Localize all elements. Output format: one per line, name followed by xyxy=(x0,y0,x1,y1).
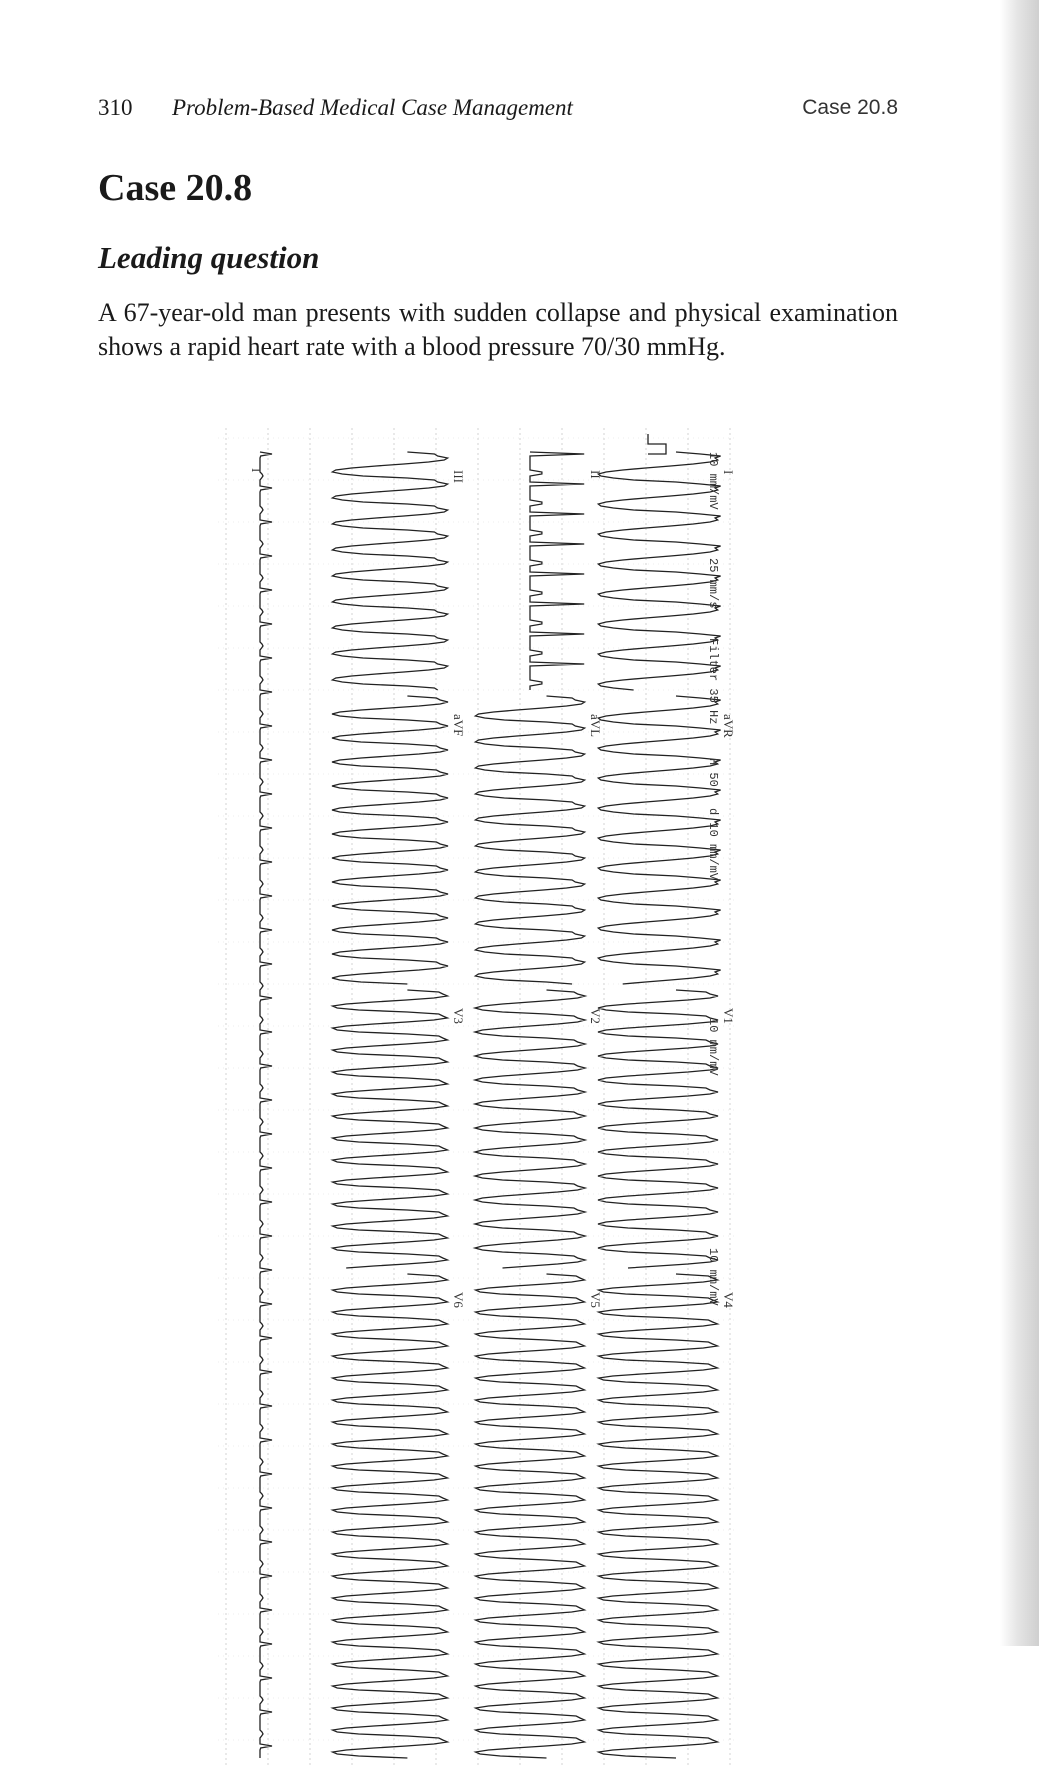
section-heading: Leading question xyxy=(98,240,320,275)
case-paragraph: A 67-year-old man presents with sudden collapse and physical examination shows a rapid heart rate with a blood pressure 70/30 mmHg. xyxy=(98,298,898,361)
ecg-trace-ii xyxy=(530,452,584,690)
setting-filter: Filter 35 Hz xyxy=(706,638,720,725)
ecg-figure xyxy=(218,428,738,1788)
page-number: 310 xyxy=(98,95,133,120)
ecg-trace-v4 xyxy=(599,1274,718,1758)
ecg-strip xyxy=(218,428,738,1788)
running-header xyxy=(98,88,898,128)
calibration-pulse xyxy=(648,434,666,454)
ecg-trace-v2 xyxy=(475,990,585,1268)
lead-label-avl: aVL xyxy=(588,714,603,738)
setting-gain-d: d 10 mm/mV xyxy=(706,808,720,881)
ecg-trace-v1 xyxy=(598,990,718,1268)
lead-label-ii: II xyxy=(588,470,603,479)
lead-label-v6: V6 xyxy=(451,1292,466,1308)
ecg-settings-text xyxy=(706,452,720,1306)
setting-gain-low: 10 mm/mV xyxy=(706,1248,720,1306)
book-title: Problem-Based Medical Case Management xyxy=(172,95,573,120)
ecg-traces xyxy=(260,434,721,1758)
ecg-trace-v5 xyxy=(476,1274,585,1758)
ecg-trace-v3 xyxy=(333,990,448,1268)
setting-gain-top: 10 mm/mV xyxy=(706,452,720,510)
setting-speed: 25 mm/s xyxy=(706,558,720,609)
ecg-trace-avf xyxy=(332,696,448,984)
ecg-trace-iii xyxy=(332,452,447,690)
lead-label-v4: V4 xyxy=(721,1292,736,1308)
lead-label-rhythm: I xyxy=(249,468,264,473)
ecg-trace-avr xyxy=(598,696,720,984)
setting-mains: H 50 xyxy=(706,758,720,787)
lead-label-v3: V3 xyxy=(451,1008,466,1024)
ecg-lead-labels xyxy=(249,468,736,1308)
ecg-trace-v6 xyxy=(333,1274,448,1758)
lead-label-v1: V1 xyxy=(721,1008,736,1024)
lead-label-avr: aVR xyxy=(721,714,736,738)
header-case-ref: Case 20.8 xyxy=(802,96,898,119)
ecg-trace-rhythm xyxy=(260,452,272,1758)
ecg-trace-avl xyxy=(475,696,584,984)
lead-label-v5: V5 xyxy=(588,1292,603,1308)
lead-label-avf: aVF xyxy=(451,714,466,737)
page-edge-shadow xyxy=(909,0,1039,1646)
lead-label-i: I xyxy=(721,470,736,475)
ecg-trace-i xyxy=(598,452,720,690)
lead-label-v2: V2 xyxy=(588,1008,603,1024)
setting-gain-mid: 10 mm/mV xyxy=(706,1018,720,1076)
case-title: Case 20.8 xyxy=(98,167,253,209)
lead-label-iii: III xyxy=(451,470,466,483)
